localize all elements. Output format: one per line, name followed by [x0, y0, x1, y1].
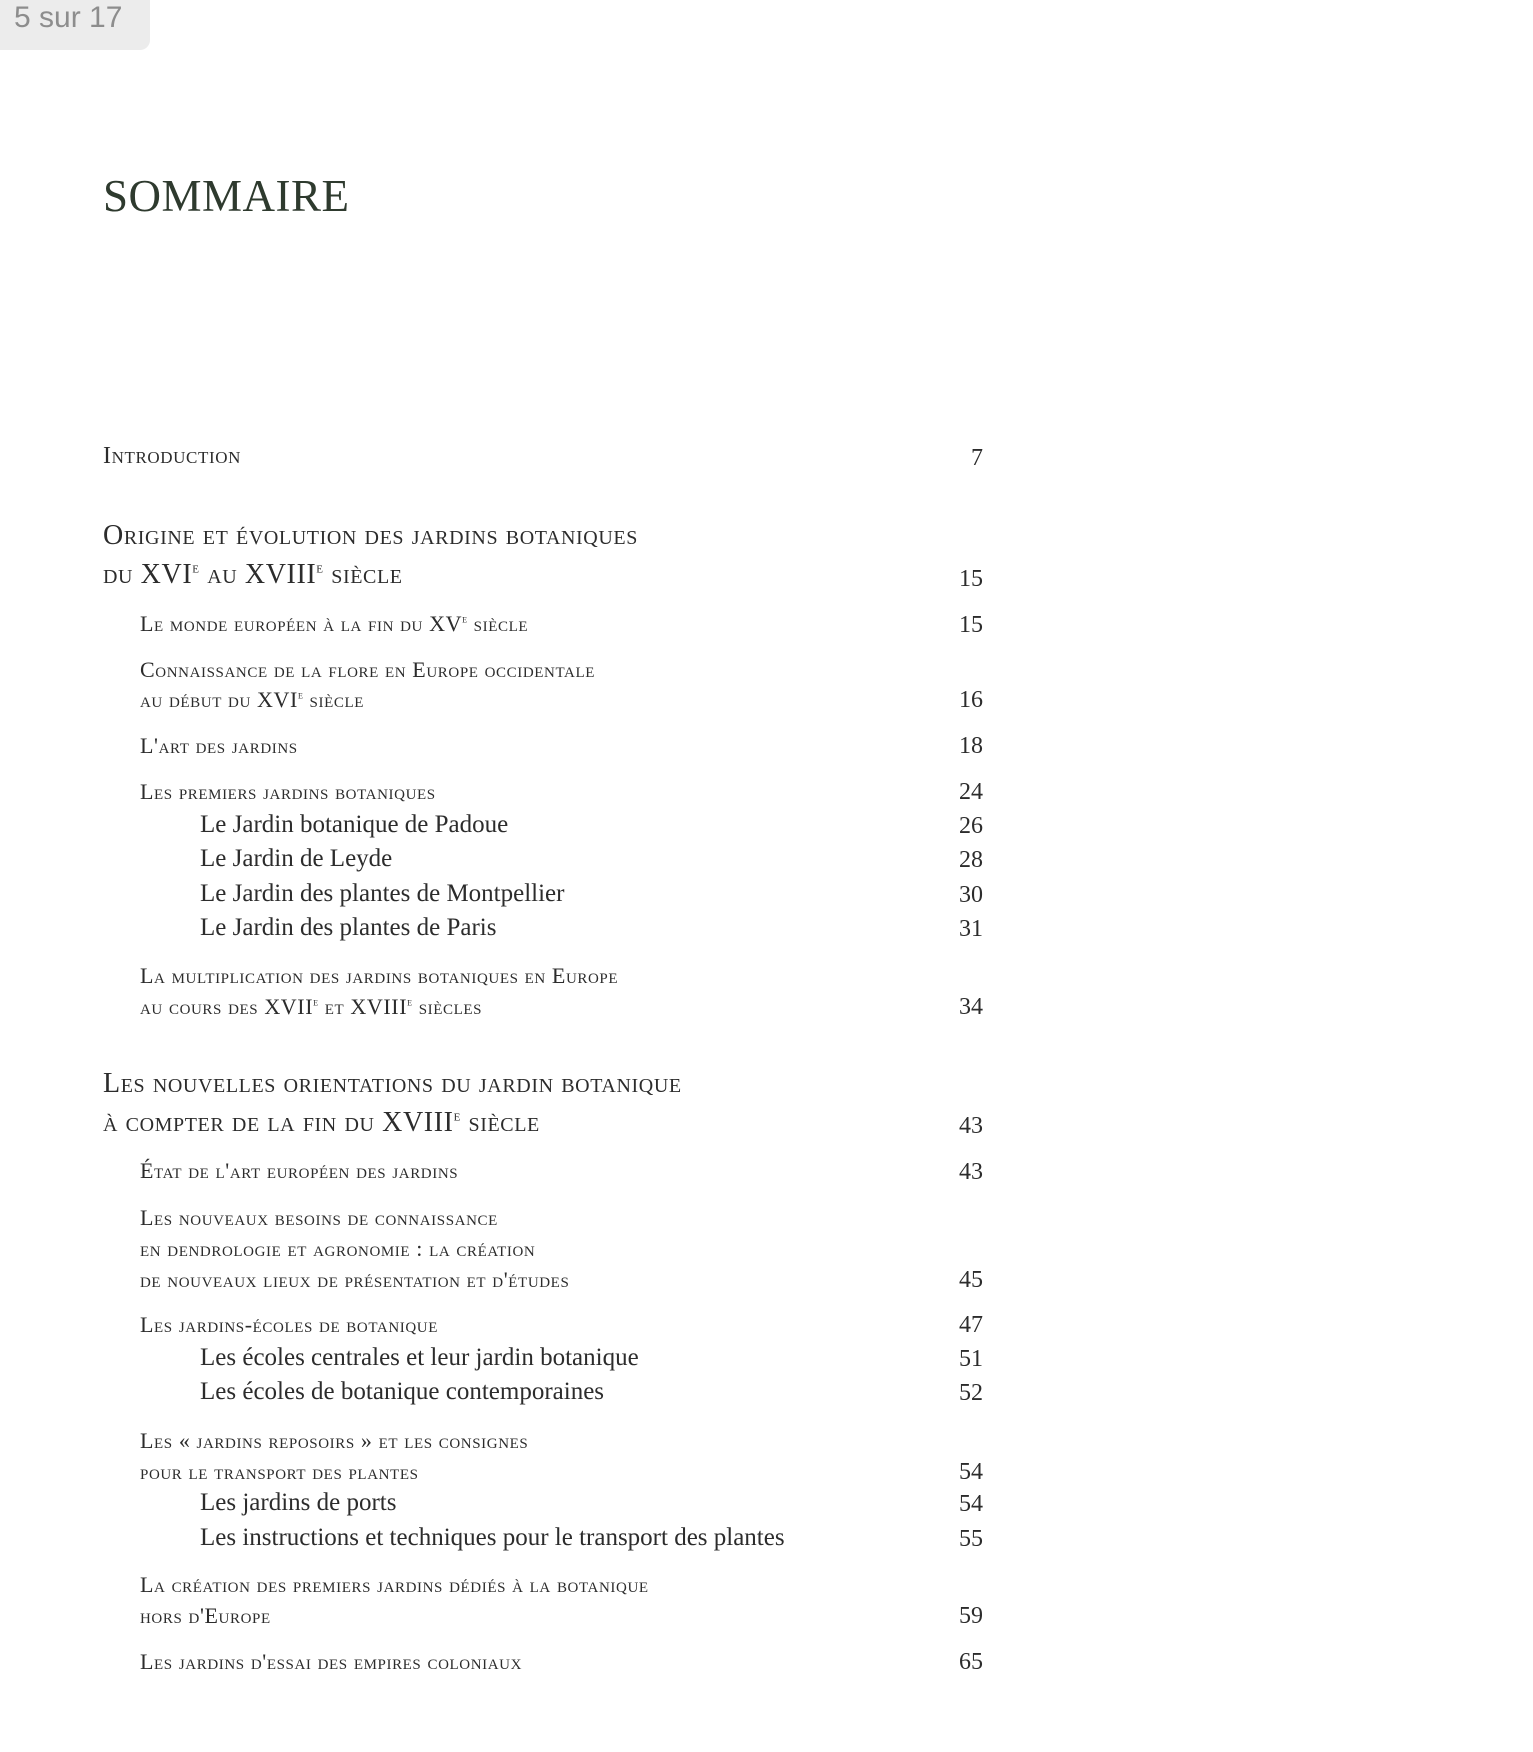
toc-page-number: 24 [959, 779, 983, 805]
toc-entry-introduction[interactable]: Introduction [103, 443, 241, 469]
toc-page-number: 54 [959, 1459, 983, 1485]
toc-page-number: 15 [959, 566, 983, 592]
page-title: SOMMAIRE [103, 171, 350, 221]
toc-part-1-line-2[interactable]: du XVIe au XVIIIe siècle [103, 559, 403, 590]
toc-part-2-line-2[interactable]: à compter de la fin du XVIIIe siècle [103, 1107, 540, 1138]
toc-page-number: 65 [959, 1649, 983, 1675]
toc-page-number: 15 [959, 612, 983, 638]
toc-entry-reposoirs-line-2[interactable]: pour le transport des plantes [140, 1459, 419, 1484]
toc-page-number: 16 [959, 687, 983, 713]
toc-entry-creation-line-2[interactable]: hors d'Europe [140, 1603, 271, 1628]
toc-page-number: 30 [959, 882, 983, 908]
toc-entry-creation-line-1[interactable]: La création des premiers jardins dédiés à la botanique [140, 1572, 649, 1597]
toc-page-number: 31 [959, 916, 983, 942]
toc-entry-instructions-transport[interactable]: Les instructions et techniques pour le transport des plantes [200, 1524, 785, 1551]
toc-entry-multiplication-line-1[interactable]: La multiplication des jardins botaniques en Europe [140, 963, 619, 988]
toc-entry-leyde[interactable]: Le Jardin de Leyde [200, 845, 393, 872]
toc-entry-connaissance-line-1[interactable]: Connaissance de la flore en Europe occidentale [140, 657, 596, 682]
toc-page-number: 18 [959, 733, 983, 759]
toc-page-number: 43 [959, 1113, 983, 1139]
toc-part-1-line-1[interactable]: Origine et évolution des jardins botaniques [103, 520, 638, 551]
toc-entry-jardins-ecoles[interactable]: Les jardins-écoles de botanique [140, 1312, 438, 1337]
toc-page-number: 52 [959, 1380, 983, 1406]
page-indicator: 5 sur 17 [0, 0, 150, 50]
toc-entry-ecoles-centrales[interactable]: Les écoles centrales et leur jardin botanique [200, 1344, 639, 1371]
toc-page-number: 55 [959, 1526, 983, 1552]
toc-page-number: 54 [959, 1491, 983, 1517]
toc-page-number: 43 [959, 1159, 983, 1185]
toc-entry-ecoles-contemporaines[interactable]: Les écoles de botanique contemporaines [200, 1378, 605, 1405]
toc-entry-art-des-jardins[interactable]: L'art des jardins [140, 733, 298, 758]
toc-part-2-line-1[interactable]: Les nouvelles orientations du jardin botanique [103, 1068, 682, 1099]
toc-entry-besoins-line-3[interactable]: de nouveaux lieux de présentation et d'études [140, 1267, 570, 1292]
toc-page-number: 34 [959, 994, 983, 1020]
toc-page-number: 45 [959, 1267, 983, 1293]
toc-entry-paris[interactable]: Le Jardin des plantes de Paris [200, 914, 497, 941]
toc-entry-padoue[interactable]: Le Jardin botanique de Padoue [200, 811, 509, 838]
toc-page-number: 7 [971, 445, 983, 471]
toc-entry-etat-de-l-art[interactable]: État de l'art européen des jardins [140, 1158, 459, 1183]
toc-entry-monde-europeen[interactable]: Le monde européen à la fin du XVe siècle [140, 611, 529, 636]
toc-entry-besoins-line-2[interactable]: en dendrologie et agronomie : la création [140, 1236, 536, 1261]
toc-entry-premiers-jardins[interactable]: Les premiers jardins botaniques [140, 779, 436, 804]
toc-page-number: 28 [959, 847, 983, 873]
toc-entry-reposoirs-line-1[interactable]: Les « jardins reposoirs » et les consignes [140, 1428, 529, 1453]
toc-page-number: 26 [959, 813, 983, 839]
toc-page-number: 51 [959, 1346, 983, 1372]
toc-entry-montpellier[interactable]: Le Jardin des plantes de Montpellier [200, 880, 565, 907]
toc-page-number: 59 [959, 1603, 983, 1629]
toc-entry-besoins-line-1[interactable]: Les nouveaux besoins de connaissance [140, 1205, 498, 1230]
toc-entry-multiplication-line-2[interactable]: au cours des XVIIe et XVIIIe siècles [140, 994, 483, 1019]
toc-entry-jardins-de-ports[interactable]: Les jardins de ports [200, 1489, 397, 1516]
toc-entry-connaissance-line-2[interactable]: au début du XVIe siècle [140, 687, 364, 712]
toc-page-number: 47 [959, 1312, 983, 1338]
toc-entry-jardins-d-essai[interactable]: Les jardins d'essai des empires coloniaux [140, 1649, 523, 1674]
